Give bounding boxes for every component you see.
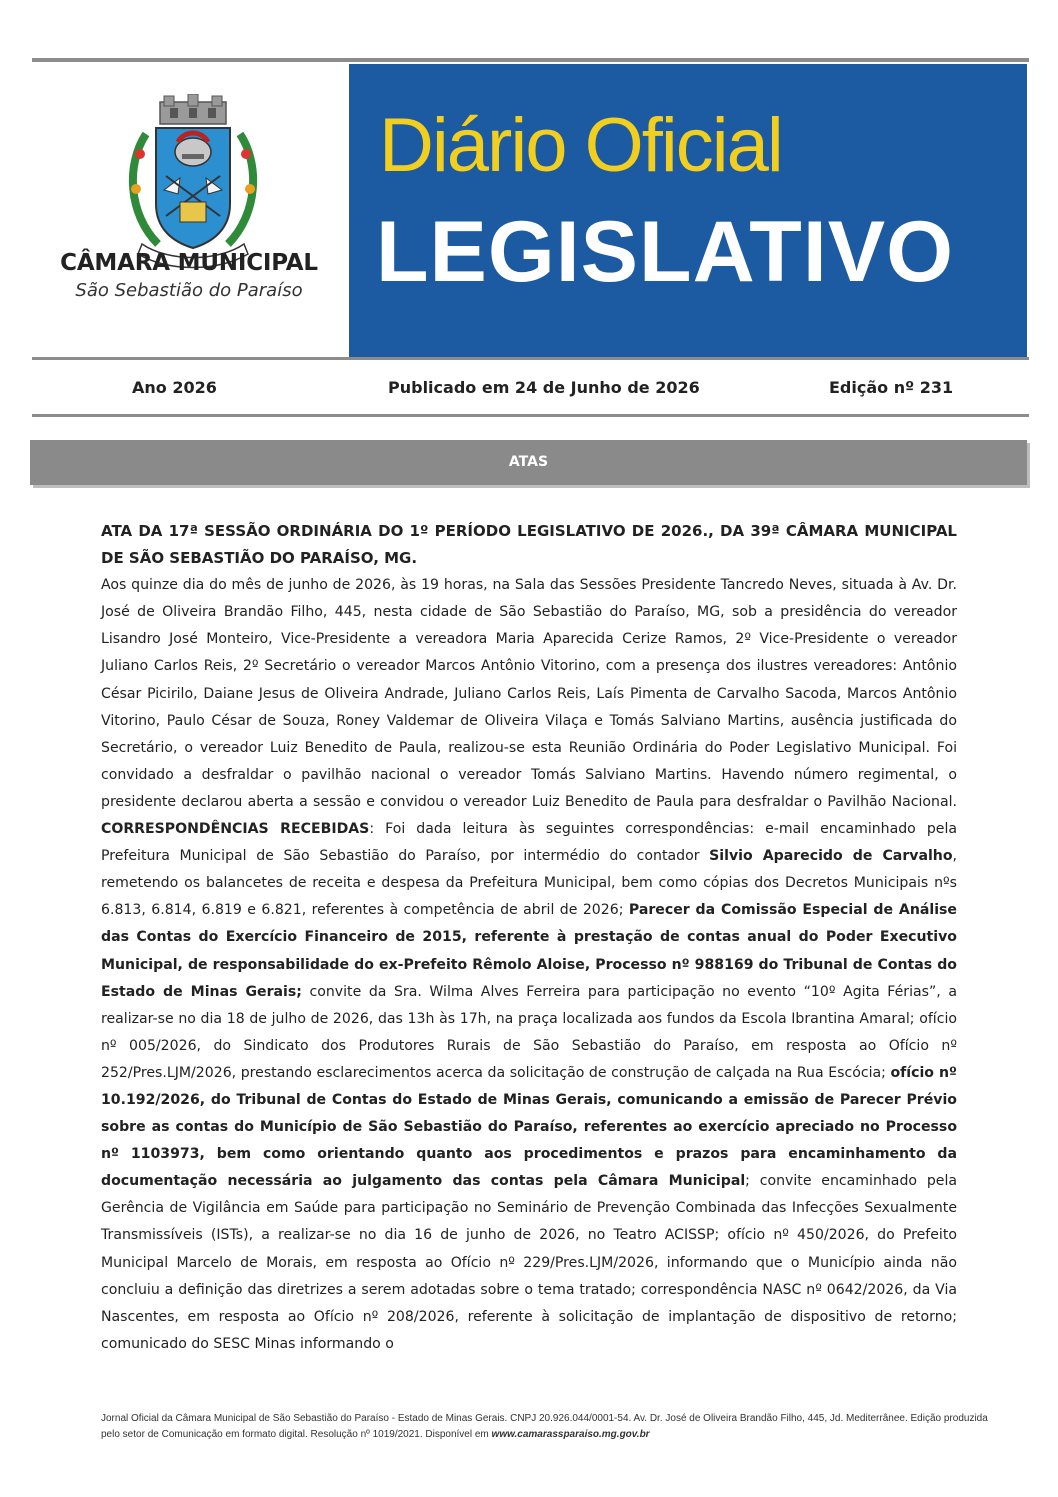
edition-meta [32, 378, 1029, 404]
edition-number: Edição nº 231 [829, 378, 954, 397]
section-title: ATAS [508, 454, 549, 470]
banner-title-legislativo: LEGISLATIVO [376, 204, 954, 300]
ata-bold-parecer: Parecer da Comissão Especial de Análise das Contas do Exercício Financeiro de 2015, referente à prestação de contas anual do Poder Executivo Municipal, de responsabilidade do ex-Prefeito Rêmolo Aloise, Processo nº 988169 do Tribunal de Contas do Estado de Minas Gerais; [101, 902, 957, 1000]
ata-bold-oficio-tce: ofício nº 10.192/2026, do Tribunal de Contas do Estado de Minas Gerais, comunicando a emissão de Parecer Prévio sobre as contas do Município de São Sebastião do Paraíso, referentes ao exercício apreciado no Processo nº 1103973, bem como orientando quanto aos procedimentos e prazos para encaminhamento da documentação necessária ao julgamento das contas pela Câmara Municipal [101, 1064, 957, 1190]
coat-of-arms-icon [118, 94, 268, 269]
ata-text-4: convite da Sra. Wilma Alves Ferreira para participação no evento “10º Agita Férias”, a realizar-se no dia 18 de julho de 2026, das 13h às 17h, na praça localizada aos fundos da Escola Ibrantina Amaral; ofício nº 005/2026, do Sindicato dos Produtores Rurais de São Sebastião do Paraíso, em resposta ao Ofício nº 252/Pres.LJM/2026, prestando esclarecimentos acerca da solicitação de construção de calçada na Rua Escócia; [101, 983, 957, 1081]
ata-text-2: : Foi dada leitura às seguintes correspondências: e-mail encaminhado pela Prefeitura Municipal de São Sebastião do Paraíso, por intermédio do contador [101, 821, 958, 865]
footer-website-link[interactable]: www.camarassparaiso.mg.gov.br [491, 1429, 650, 1440]
camara-logo [32, 64, 346, 356]
masthead-banner [349, 64, 1027, 357]
ata-body [101, 518, 957, 1358]
ata-text-5: ; convite encaminhado pela Gerência de Vigilância em Saúde para participação no Seminário de Prevenção Combinada das Infecções Sexualmente Transmissíveis (ISTs), a realizar-se no dia 16 de junho de 2026, no Teatro ACISSP; ofício nº 450/2026, do Prefeito Municipal Marcelo de Morais, em resposta ao Ofício nº 229/Pres.LJM/2026, informando que o Município ainda não concluiu a definição das diretrizes a serem adotadas sobre o tema tratado; correspondência NASC nº 0642/2026, da Via Nascentes, em resposta ao Ofício nº 208/2026, referente à solicitação de implantação de dispositivo de retorno; comunicado do SESC Minas informando o [101, 1173, 957, 1352]
banner-title-diario: Diário Oficial [379, 103, 782, 188]
ata-text-1: Aos quinze dia do mês de junho de 2026, às 19 horas, na Sala das Sessões Presidente Tancredo Neves, situada à Av. Dr. José de Oliveira Brandão Filho, 445, nesta cidade de São Sebastião do Paraíso, MG, sob a presidência do vereador Lisandro José Monteiro, Vice-Presidente a vereadora Maria Aparecida Cerize Ramos, 2º Vice-Presidente o vereador Juliano Carlos Reis, 2º Secretário o vereador Marcos Antônio Vitorino, com a presença dos ilustres vereadores: Antônio César Picirilo, Daiane Jesus de Oliveira Andrade, Juliano Carlos Reis, Laís Pimenta de Carvalho Sacoda, Marcos Antônio Vitorino, Paulo César de Souza, Roney Valdemar de Oliveira Vilaça e Tomás Salviano Martins, ausência justificada do Secretário, o vereador Luiz Benedito de Paula, realizou-se esta Reunião Ordinária do Poder Legislativo Municipal. Foi convidado a desfraldar o pavilhão nacional o vereador Tomás Salviano Martins. Havendo número regimental, o presidente declarou aberta a sessão e convidou o vereador Luiz Benedito de Paula para desfraldar o Pavilhão Nacional. [101, 577, 957, 810]
section-header [30, 440, 1027, 485]
top-rule [32, 58, 1029, 62]
edition-year: Ano 2026 [132, 378, 217, 397]
camara-subtitle: São Sebastião do Paraíso [75, 280, 303, 301]
ata-bold-correspondencias: CORRESPONDÊNCIAS RECEBIDAS [101, 821, 370, 838]
ata-heading: ATA DA 17ª SESSÃO ORDINÁRIA DO 1º PERÍODO LEGISLATIVO DE 2026., DA 39ª CÂMARA MUNICIPAL DE SÃO SEBASTIÃO DO PARAÍSO, MG. [101, 522, 957, 568]
ata-paragraph [101, 572, 957, 1358]
meta-divider [32, 414, 1029, 417]
camara-title: CÂMARA MUNICIPAL [60, 250, 318, 276]
ata-text-3: , remetendo os balancetes de receita e despesa da Prefeitura Municipal, bem como cópias dos Decretos Municipais nºs 6.813, 6.814, 6.819 e 6.821, referentes à competência de abril de 2026; [101, 848, 957, 919]
masthead-divider [32, 357, 1029, 360]
footer-text: Jornal Oficial da Câmara Municipal de São Sebastião do Paraíso - Estado de Minas Gerais. CNPJ 20.926.044/0001-54. Av. Dr. José de Oliveira Brandão Filho, 445, Jd. Mediterrânee. Edição produzida pelo setor de Comunicação em formato digital. Resolução nº 1019/2021. Disponível em [101, 1413, 988, 1440]
publication-date: Publicado em 24 de Junho de 2026 [388, 378, 700, 397]
page-footer [101, 1411, 1007, 1443]
ata-bold-contador: Silvio Aparecido de Carvalho [709, 848, 953, 865]
